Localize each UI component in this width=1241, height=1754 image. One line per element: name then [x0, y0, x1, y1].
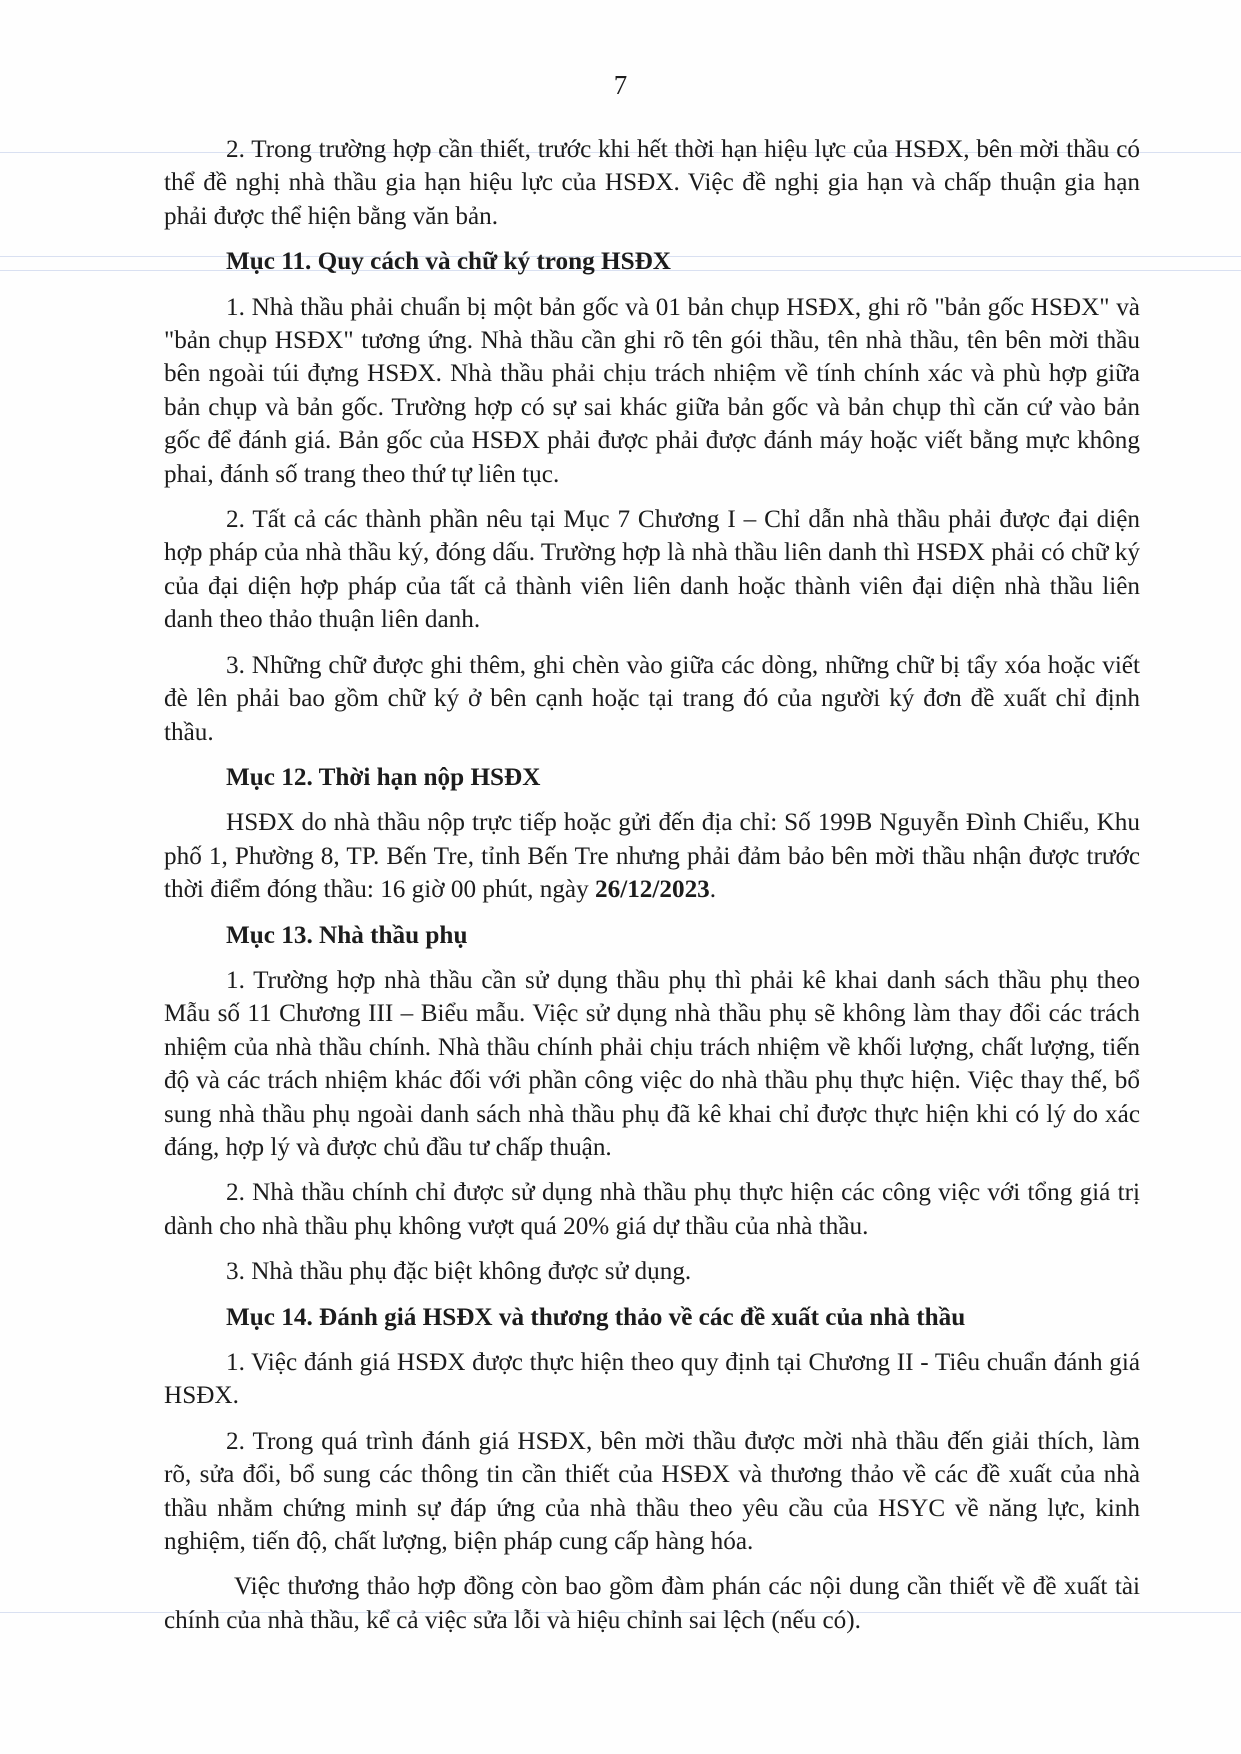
paragraph-negotiation: Việc thương thảo hợp đồng còn bao gồm đàm phán các nội dung cần thiết về đề xuất tài chính của nhà thầu, kể cả việc sửa lỗi và hiệu chỉnh sai lệch (nếu có).: [164, 1573, 1140, 1634]
submission-text: HSĐX do nhà thầu nộp trực tiếp hoặc gửi đến địa chỉ: Số 199B Nguyễn Đình Chiểu, Khu phố 1, Phường 8, TP. Bến Tre, tỉnh Bến Tre nhưng phải đảm bảo bên mời thầu nhận được trước thời điểm đóng thầu: 16 giờ 00 phút, ngày: [164, 809, 1140, 904]
document-body: [164, 133, 1140, 1649]
paragraph-added-text: 3. Những chữ được ghi thêm, ghi chèn vào giữa các dòng, những chữ bị tẩy xóa hoặc viết đè lên phải bao gồm chữ ký ở bên cạnh hoặc tại trang đó của người ký đơn đề xuất chỉ định thầu.: [164, 651, 1140, 746]
section-heading-11: Mục 11. Quy cách và chữ ký trong HSĐX: [226, 248, 671, 276]
section-heading-14: Mục 14. Đánh giá HSĐX và thương thảo về các đề xuất của nhà thầu: [226, 1303, 966, 1331]
paragraph-clarification: 2. Trong quá trình đánh giá HSĐX, bên mời thầu được mời nhà thầu đến giải thích, làm rõ, sửa đổi, bổ sung các thông tin cần thiết của HSĐX và thương thảo về các đề xuất của nhà thầu nhằm chứng minh sự đáp ứng của nhà thầu theo yêu cầu của HSYC về năng lực, kinh nghiệm, tiến độ, chất lượng, biện pháp cung cấp hàng hóa.: [164, 1427, 1140, 1556]
sentence-end: .: [709, 876, 717, 904]
paragraph-submission-deadline: [164, 806, 1140, 906]
section-heading-13: Mục 13. Nhà thầu phụ: [226, 921, 468, 949]
paragraph-extension-request: 2. Trong trường hợp cần thiết, trước khi hết thời hạn hiệu lực của HSĐX, bên mời thầu có thể đề nghị nhà thầu gia hạn hiệu lực của HSĐX. Việc đề nghị gia hạn và chấp thuận gia hạn phải được thể hiện bằng văn bản.: [164, 136, 1140, 230]
page-number: 7: [613, 70, 628, 100]
paragraph-legal-representative: 2. Tất cả các thành phần nêu tại Mục 7 Chương I – Chỉ dẫn nhà thầu phải được đại diện hợp pháp của nhà thầu ký, đóng dấu. Trường hợp là nhà thầu liên danh thì HSĐX phải có chữ ký của đại diện hợp pháp của tất cả thành viên liên danh hoặc thành viên đại diện nhà thầu liên danh theo thảo thuận liên danh.: [164, 506, 1140, 634]
paragraph-subcontractor-limit: 2. Nhà thầu chính chỉ được sử dụng nhà thầu phụ thực hiện các công việc với tổng giá trị dành cho nhà thầu phụ không vượt quá 20% giá dự thầu của nhà thầu.: [164, 1179, 1140, 1240]
section-heading-12: Mục 12. Thời hạn nộp HSĐX: [226, 763, 541, 791]
deadline-date: 26/12/2023: [595, 876, 710, 904]
paragraph-evaluation: 1. Việc đánh giá HSĐX được thực hiện theo quy định tại Chương II - Tiêu chuẩn đánh giá HSĐX.: [164, 1349, 1140, 1410]
paragraph-original-and-copy: 1. Nhà thầu phải chuẩn bị một bản gốc và 01 bản chụp HSĐX, ghi rõ "bản gốc HSĐX" và "bản chụp HSĐX" tương ứng. Nhà thầu cần ghi rõ tên gói thầu, tên nhà thầu, tên bên mời thầu bên ngoài túi đựng HSĐX. Nhà thầu phải chịu trách nhiệm về tính chính xác và phù hợp giữa bản chụp và bản gốc. Trường hợp có sự sai khác giữa bản gốc và bản chụp thì căn cứ vào bản gốc để đánh giá. Bản gốc của HSĐX phải được phải được đánh máy hoặc viết bằng mực không phai, đánh số trang theo thứ tự liên tục.: [164, 293, 1140, 488]
paragraph-special-subcontractor: 3. Nhà thầu phụ đặc biệt không được sử dụng.: [226, 1258, 692, 1286]
paragraph-subcontractor-list: 1. Trường hợp nhà thầu cần sử dụng thầu phụ thì phải kê khai danh sách thầu phụ theo Mẫu số 11 Chương III – Biểu mẫu. Việc sử dụng nhà thầu phụ sẽ không làm thay đổi các trách nhiệm của nhà thầu chính. Nhà thầu chính phải chịu trách nhiệm về khối lượng, chất lượng, tiến độ và các trách nhiệm khác đối với phần công việc do nhà thầu phụ thực hiện. Việc thay thế, bổ sung nhà thầu phụ ngoài danh sách nhà thầu phụ đã kê khai chỉ được thực hiện khi có lý do xác đáng, hợp lý và được chủ đầu tư chấp thuận.: [164, 966, 1140, 1161]
